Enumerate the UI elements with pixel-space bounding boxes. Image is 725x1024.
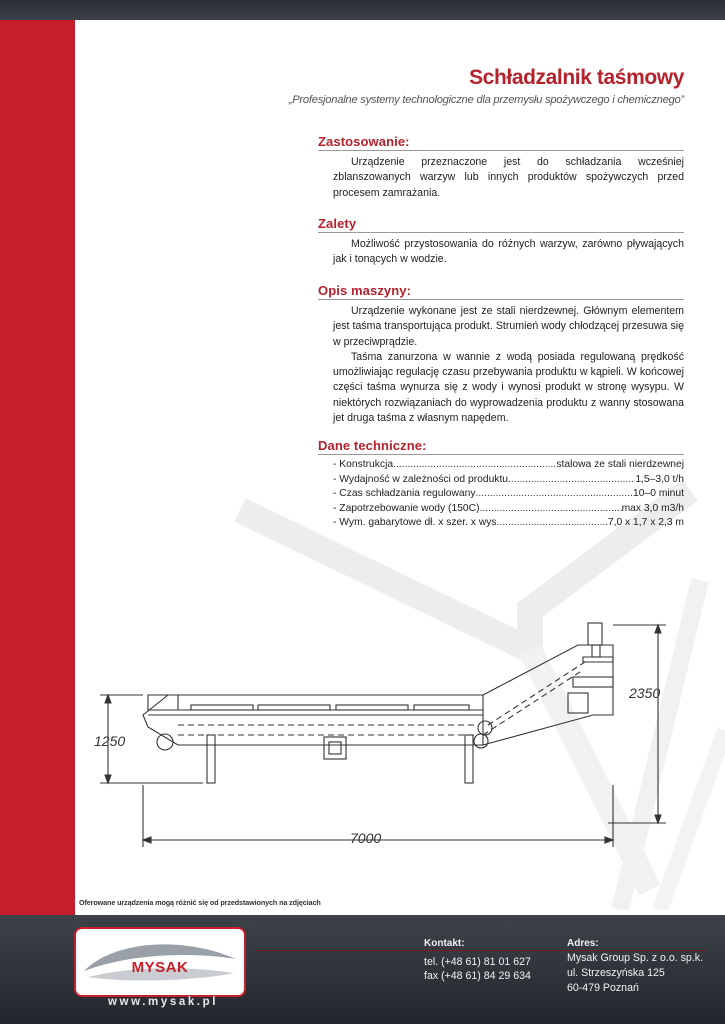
paragraph: Taśma zanurzona w wannie z wodą posiada regulowaną prędkość umożliwiając regulację czasu przebywania produktu w kąpieli. W końcowej części taśma wynurza się z wody i wynosi produkt w stronę wysypu. W niektórych rozwiązaniach do wyprowadzenia produktu z wanny stosowana jet druga taśma z własnym napędem.: [333, 350, 684, 425]
dimension-label-2350: 2350: [629, 685, 661, 701]
section-zastosowanie: [318, 134, 684, 201]
contact-tel: tel. (+48 61) 81 01 627: [424, 956, 531, 968]
section-dane-techniczne: [318, 438, 684, 531]
paragraph: Urządzenie wykonane jest ze stali nierdzewnej. Głównym elementem jest taśma transportująca produkt. Strumień wody chłodzącej przesuwa się w przeciwprądzie.: [333, 305, 684, 348]
section-heading: Opis maszyny:: [318, 283, 684, 300]
top-bar: [0, 0, 725, 20]
paragraph: Możliwość przystosowania do różnych warzyw, zarówno pływających jak i tonących w wodzie.: [333, 238, 684, 266]
section-heading: Dane techniczne:: [318, 438, 684, 455]
machine-technical-drawing: [88, 615, 678, 855]
disclaimer: Oferowane urządzenia mogą różnić się od przedstawionych na zdjęciach: [79, 898, 321, 907]
website-link[interactable]: www.mysak.pl: [108, 996, 219, 1008]
company-logo: [74, 927, 246, 997]
section-zalety: [318, 216, 684, 268]
dimension-label-7000: 7000: [350, 830, 382, 846]
red-side-band: [0, 20, 75, 915]
contact-heading: Kontakt:: [424, 938, 465, 949]
spec-row: - Wym. gabarytowe dł. x szer. x wys. ..... 7,0 x 1,7 x 2,3 m: [333, 516, 684, 531]
address-line: Mysak Group Sp. z o.o. sp.k.: [567, 952, 704, 964]
logo-text: MYSAK: [131, 959, 189, 976]
dimension-label-1250: 1250: [94, 733, 126, 749]
spec-list: [333, 458, 684, 531]
address-heading: Adres:: [567, 938, 599, 949]
address-line: ul. Strzeszyńska 125: [567, 967, 665, 979]
address-line: 60-479 Poznań: [567, 982, 639, 994]
page-title: Schładzalnik taśmowy: [469, 66, 684, 89]
section-heading: Zastosowanie:: [318, 134, 684, 151]
section-opis-maszyny: [318, 283, 684, 426]
contact-fax: fax (+48 61) 84 29 634: [424, 970, 531, 982]
paragraph: Urządzenie przeznaczone jest do schładzania wcześniej zblanszowanych warzyw lub innych produktów spożywczych przed procesem zamrażania.: [333, 156, 684, 199]
spec-row: - Konstrukcja ..... stalowa ze stali nierdzewnej: [333, 458, 684, 473]
spec-row: - Wydajność w zależności od produktu ..... 1,5–3,0 t/h: [333, 473, 684, 488]
page-subtitle: „Profesjonalne systemy technologiczne dla przemysłu spożywczego i chemicznego”: [288, 94, 684, 106]
spec-row: - Zapotrzebowanie wody (150C) ..... max 3,0 m3/h: [333, 502, 684, 517]
footer-divider: [255, 950, 705, 951]
section-heading: Zalety: [318, 216, 684, 233]
spec-row: - Czas schładzania regulowany ..... 10–0 minut: [333, 487, 684, 502]
